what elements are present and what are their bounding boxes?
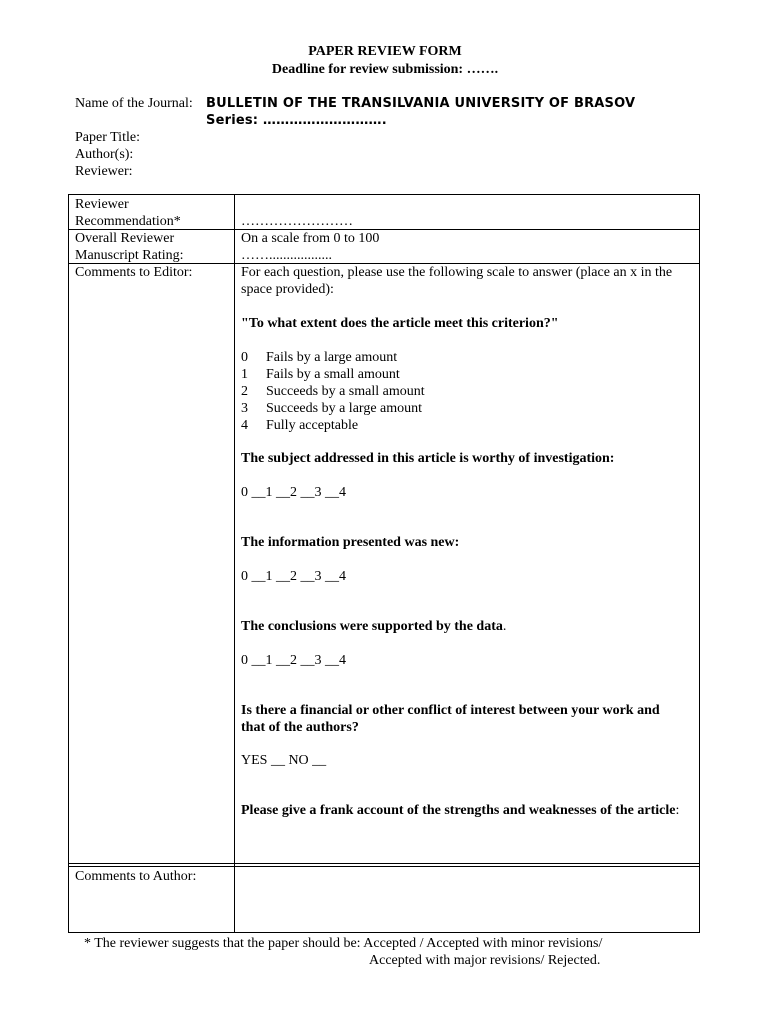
footnote-cont: Accepted with major revisions/ Rejected. [369,953,601,968]
question-conflict: Is there a financial or other conflict of interest between your work and that of the authors? [241,703,660,735]
review-table [68,194,700,933]
deadline-text: Deadline for review submission: ……. [271,62,499,77]
form-title: PAPER REVIEW FORM [308,44,462,59]
answer-scale-conclusions[interactable]: 0 __1 __2 __3 __4 [241,653,346,668]
answer-scale-worthy[interactable]: 0 __1 __2 __3 __4 [241,485,346,500]
rating-field[interactable]: …….................. [241,248,332,263]
authors-label: Author(s): [75,147,134,162]
scale-instructions: For each question, please use the following scale to answer (place an x in the space provided): [241,265,673,297]
rating-label: Overall Reviewer [75,231,175,246]
journal-label: Name of the Journal: [75,96,193,111]
rating-scale-text: On a scale from 0 to 100 [241,231,380,246]
journal-name: BULLETIN OF THE TRANSILVANIA UNIVERSITY OF BRASOV [206,96,636,111]
question-conclusions: The conclusions were supported by the data. [241,619,507,634]
scale-item: 4 Fully acceptable [241,418,359,433]
recommendation-field[interactable]: …………………… [241,214,353,229]
series-field: Series: ………………………. [206,113,387,128]
author-comments-label: Comments to Author: [75,869,197,884]
scale-item: 0 Fails by a large amount [241,350,398,365]
recommendation-label: Reviewer [75,197,129,212]
question-new-info: The information presented was new: [241,535,460,550]
question-strengths: Please give a frank account of the strengths and weaknesses of the article: [241,803,680,818]
author-comments-field[interactable] [236,867,698,931]
reviewer-label: Reviewer: [75,164,133,179]
answer-conflict[interactable]: YES __ NO __ [241,753,327,768]
scale-item: 1 Fails by a small amount [241,367,400,382]
criterion-question: "To what extent does the article meet this criterion?" [241,316,559,331]
rating-label-cont: Manuscript Rating: [75,248,184,263]
answer-scale-new-info[interactable]: 0 __1 __2 __3 __4 [241,569,346,584]
question-worthy: The subject addressed in this article is worthy of investigation: [241,451,615,466]
paper-title-label: Paper Title: [75,130,140,145]
recommendation-label-cont: Recommendation* [75,214,181,229]
scale-item: 3 Succeeds by a large amount [241,401,423,416]
column-divider [234,194,235,933]
footnote: * The reviewer suggests that the paper should be: Accepted / Accepted with minor revisions/ [84,936,603,951]
scale-item: 2 Succeeds by a small amount [241,384,425,399]
editor-comments-label: Comments to Editor: [75,265,193,280]
